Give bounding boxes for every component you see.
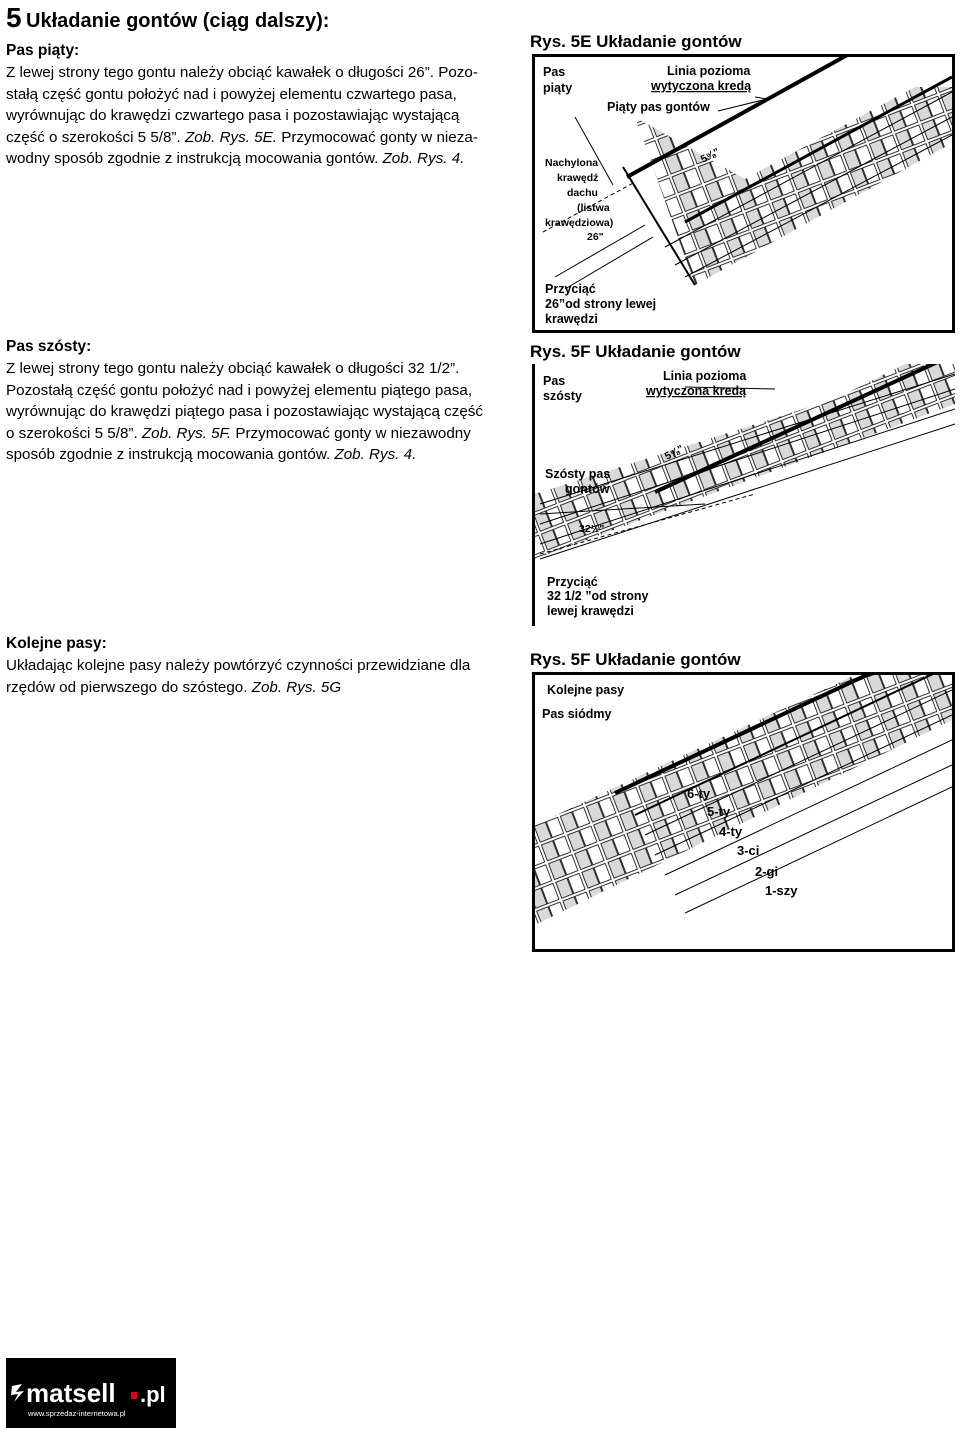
text-line [6,677,521,699]
label-od-strony: 26”od strony lewej [545,297,657,311]
section-title: Pas piąty: [6,42,80,59]
section-sixth-course [6,338,521,466]
label-nachylona: Nachylona [545,157,599,169]
section-body [6,358,521,466]
figure-reference: Zob. Rys. 4. [382,150,465,167]
text-run: Przymocować gonty w niezawodny [231,424,471,442]
text-line [6,444,521,466]
course-label: 3-ci [737,843,760,858]
text-line: stałą część gontu położyć nad i powyżej elementu czwartego pasa, [6,85,457,103]
label-dimension: 32½" [579,523,605,535]
figure-reference: Zob. Rys. 5G [251,678,342,696]
figure-reference: Zob. Rys. 4. [334,446,417,463]
text-line: wyrównując do krawędzi piątego pasa i pozostawiając wystającą część [6,403,483,420]
figure-5e [532,54,955,333]
matsell-logo [6,1358,176,1428]
label-kolejne: Kolejne pasy [547,683,625,697]
label-piaty: piąty [543,81,573,95]
label-szosty: szósty [543,389,582,403]
section-title: Pas szósty: [6,338,92,355]
text-line: Z lewej strony tego gontu należy obciąć kawałek o długości 32 1/2”. [6,360,460,377]
label-krawedz: krawędź [557,172,599,184]
text-run: sposób zgodnie z instrukcją mocowania gontów. [6,446,335,463]
course-label: 1-szy [765,883,798,898]
figure-5f [532,364,955,626]
page-header [6,2,329,34]
course-label: 4-ty [719,824,743,839]
label-lewej: lewej krawędzi [547,604,634,618]
label-piaty-pas: Piąty pas gontów [607,100,710,114]
text-line [6,127,516,149]
section-body [6,655,521,698]
label-pas: Pas [543,374,566,388]
label-krawedziowa: krawędziowa) [545,217,614,229]
label-listwa: (listwa [577,202,610,214]
course-label: 5-ty [707,804,731,819]
section-next-courses [6,635,521,698]
section-number: 5 [6,2,22,33]
roof-diagram-5f [535,364,955,626]
course-label: 2-gi [755,864,779,879]
figure-title: Rys. 5E Układanie gontów [530,32,742,51]
text-run: rzędów od pierwszego do szóstego. [6,678,252,696]
text-line [6,423,521,445]
shingle-field [635,87,952,285]
text-run: o szerokości 5 5/8”. [6,424,142,442]
text-run: część o szerokości 5 5/8”. [6,128,185,146]
section-fifth-course [6,42,516,170]
label-linia: Linia pozioma [663,369,747,383]
text-run: wodny sposób zgodnie z instrukcją mocowania gontów. [6,150,383,167]
text-line: wyrównując do krawędzi czwartego pasa i pozostawiając wystającą [6,107,460,124]
text-run: Przymocować gonty w nieza- [276,128,478,146]
logo-text: matsell [26,1378,116,1408]
section-title: Kolejne pasy: [6,635,107,652]
label-dachu: dachu [567,187,598,199]
label-siodmy: Pas siódmy [542,707,612,721]
label-szosty-pas: Szósty pas [545,467,611,481]
logo-url: www.sprzedaz-internetowa.pl [28,1409,126,1418]
logo-dot [131,1392,137,1399]
text-line: Pozostałą część gontu położyć nad i powyżej elementu piątego pasa, [6,381,473,399]
roof-diagram-5g [535,675,952,949]
text-line: Z lewej strony tego gontu należy obciąć kawałek o długości 26”. Pozo- [6,64,478,81]
text-line: Układając kolejne pasy należy powtórzyć czynności przewidziane dla [6,657,471,674]
figure-title: Rys. 5F Układanie gontów [530,342,741,361]
figure-reference: Zob. Rys. 5F. [141,424,232,442]
figure-5g [532,672,955,952]
label-gontow: gontów [565,482,610,496]
label-przyciac: Przyciąć [545,282,596,296]
label-offset: 5⅝" [698,145,722,166]
label-przyciac: Przyciąć [547,575,598,589]
label-wytyczona: wytyczona kredą [646,384,747,398]
label-pas: Pas [543,65,566,79]
label-offset: 5⅝" [662,442,686,463]
logo-graphic [6,1358,176,1428]
course-label: 6-ty [687,786,711,801]
figure-reference: Zob. Rys. 5E. [184,128,277,146]
text-line [6,148,516,170]
label-od-strony: 32 1/2 ”od strony [547,589,649,603]
roof-diagram-5e [535,57,952,330]
logo-suffix: .pl [140,1382,166,1407]
section-body [6,62,516,170]
label-linia: Linia pozioma [667,64,751,78]
figure-title: Rys. 5F Układanie gontów [530,650,741,669]
page-title: Układanie gontów (ciąg dalszy): [26,10,330,32]
label-wytyczona: wytyczona kredą [651,79,752,93]
label-krawedzi: krawędzi [545,312,598,326]
label-dimension: 26" [587,231,604,243]
